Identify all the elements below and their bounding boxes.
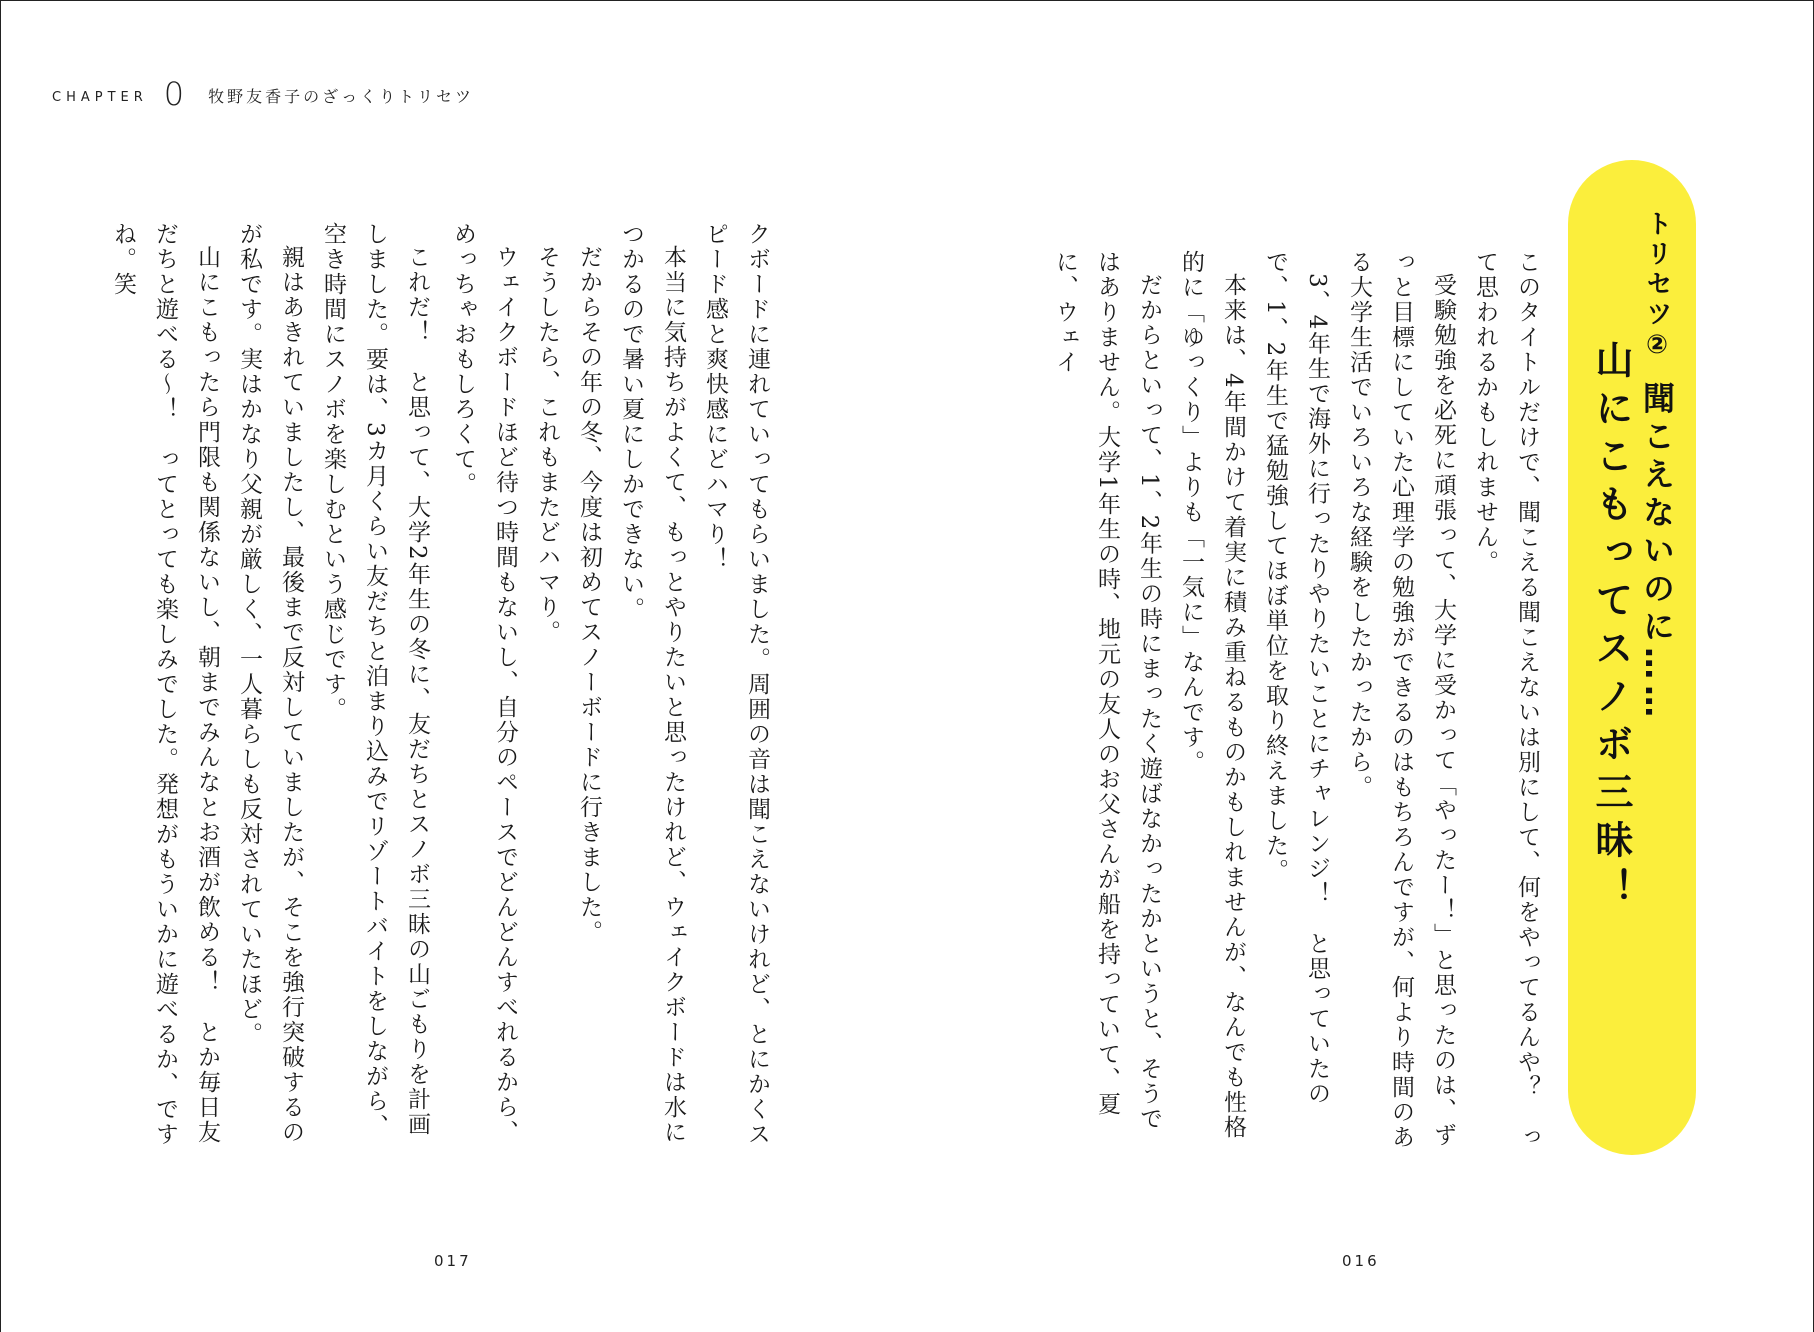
- page-number-017: 017: [434, 1252, 472, 1270]
- paragraph: 親はあきれていましたし、最後まで反対していましたが、そこを強行突破するのが私です。実はかなり父親が厳しく、一人暮らしも反対されていたほど。: [236, 222, 304, 1145]
- page-017-body-continued: [102, 222, 438, 1150]
- paragraph: そうしたら、これもまたどハマり。: [534, 245, 560, 645]
- page-number-016: 016: [1342, 1252, 1380, 1270]
- section-title: 山にこもってスノボ三昧！: [1589, 340, 1633, 916]
- page-border-left: [0, 0, 1, 1332]
- paragraph: 山にこもったら門限も関係ないし、朝までみんなとお酒が飲める！ とか毎日友だちと遊べる〜！ ってとっても楽しみでした。発想がもういかに遊べるか、ですね。笑: [110, 222, 220, 1147]
- section-subtitle: 聞こえないのに……: [1638, 381, 1676, 724]
- section-subtitle-line: [1634, 210, 1680, 723]
- paragraph: だからその年の冬、今度は初めてスノーボードに行きました。: [576, 245, 602, 945]
- paragraph: 本来は、4年間かけて着実に積み重ねるものかもしれませんが、なんでも性格的に「ゆっくり」よりも「一気に」なんです。: [1178, 250, 1246, 1140]
- page-016-body: [1044, 250, 1548, 1150]
- chapter-number: 0: [163, 75, 185, 113]
- paragraph: 受験勉強を必死に頑張って、大学に受かって「やったー！」と思ったのは、ずっと目標にしていた心理学の勉強ができるのはもちろんですが、何より時間のある大学生活でいろいろな経験をしたかったから。: [1346, 250, 1456, 1150]
- page-border-top: [0, 0, 1814, 1]
- paragraph: 本当に気持ちがよくて、もっとやりたいと思ったけれど、ウェイクボードは水につかるので暑い夏にしかできない。: [618, 222, 686, 1145]
- running-header: [52, 70, 478, 113]
- section-lead: トリセツ②: [1642, 210, 1672, 364]
- paragraph: だからといって、1、2年生の時にまったく遊ばなかったかというと、そうではありません。大学1年生の時、地元の友人のお父さんが船を持っていて、夏に、ウェイ: [1052, 250, 1162, 1132]
- paragraph: クボードに連れていってもらいました。周囲の音は聞こえないけれど、とにかくスピード感と爽快感にどハマり！: [702, 222, 770, 1147]
- paragraph: これだ！ と思って、大学2年生の冬に、友だちとスノボ三昧の山ごもりを計画しました。要は、3カ月くらい友だちと泊まり込みでリゾートバイトをしながら、空き時間にスノボを楽しむという感じです。: [320, 222, 430, 1139]
- chapter-title: 牧野友香子のざっくりトリセツ: [206, 88, 478, 110]
- chapter-label: CHAPTER: [52, 90, 148, 105]
- section-heading-tab: [1568, 160, 1696, 1155]
- paragraph: 3、4年生で海外に行ったりやりたいことにチャレンジ！ と思っていたので、1、2年生で猛勉強してほぼ単位を取り終えました。: [1262, 250, 1330, 1107]
- page-017-body: [442, 222, 778, 1150]
- paragraph: このタイトルだけで、聞こえる聞こえないは別にして、何をやってるんや？ って思われるかもしれません。: [1472, 250, 1540, 1150]
- paragraph: ウェイクボードほど待つ時間もないし、自分のペースでどんどんすべれるから、めっちゃおもしろくて。: [450, 222, 518, 1145]
